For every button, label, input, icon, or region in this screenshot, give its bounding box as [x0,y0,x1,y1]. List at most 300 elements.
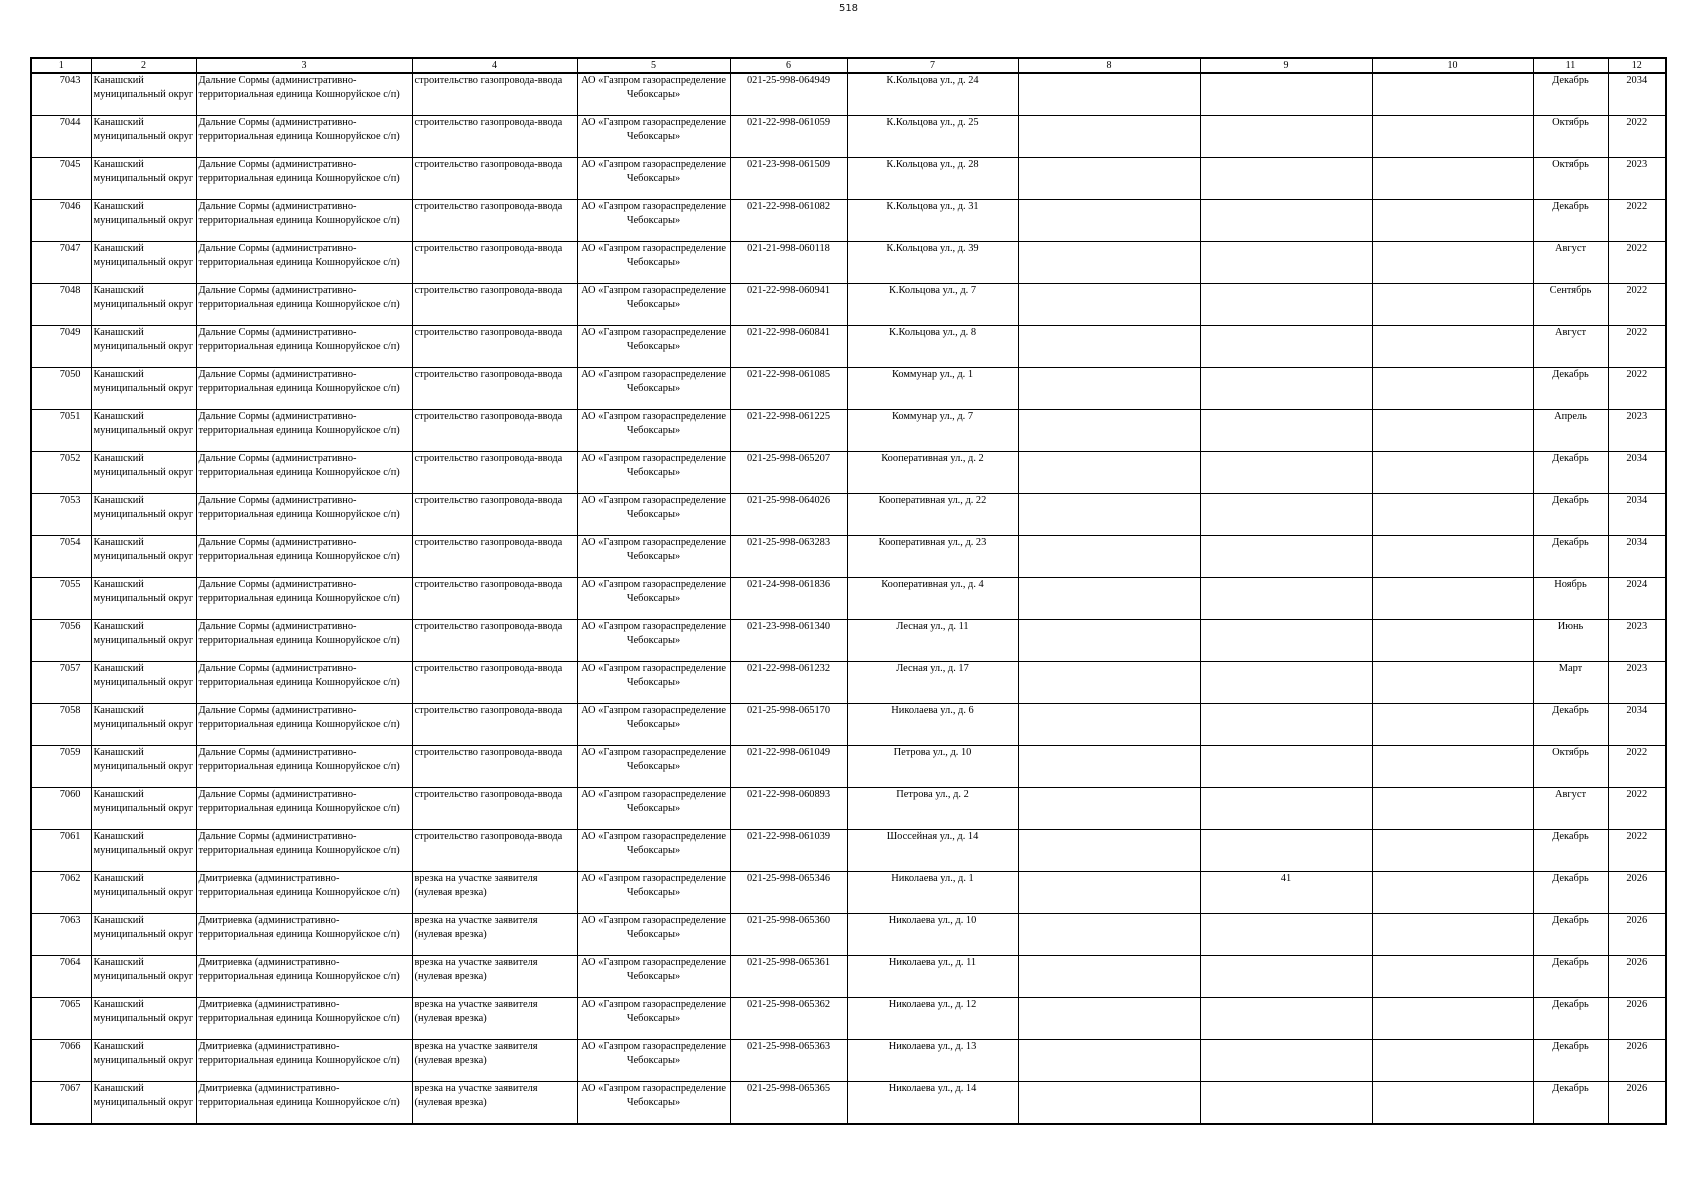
cell-code: 021-22-998-061049 [730,746,847,788]
cell-work-type: врезка на участке заявителя (нулевая врезка) [412,1040,577,1082]
cell-settlement: Дальние Сормы (административно-территориальная единица Кошноруйское с/п) [196,116,412,158]
cell-address: К.Кольцова ул., д. 7 [847,284,1018,326]
cell-organization: АО «Газпром газораспределение Чебоксары» [577,1040,730,1082]
cell-year: 2026 [1608,998,1666,1040]
col-header-3: 3 [196,58,412,73]
cell-organization: АО «Газпром газораспределение Чебоксары» [577,1082,730,1125]
cell-organization: АО «Газпром газораспределение Чебоксары» [577,284,730,326]
cell-col10 [1372,200,1533,242]
cell-code: 021-25-998-065170 [730,704,847,746]
cell-work-type: строительство газопровода-ввода [412,326,577,368]
cell-col10 [1372,998,1533,1040]
cell-okrug: Канашский муниципальный округ [91,452,196,494]
cell-year: 2034 [1608,704,1666,746]
cell-organization: АО «Газпром газораспределение Чебоксары» [577,662,730,704]
cell-col9 [1200,536,1372,578]
cell-address: Николаева ул., д. 10 [847,914,1018,956]
cell-address: Кооперативная ул., д. 22 [847,494,1018,536]
cell-year: 2022 [1608,746,1666,788]
cell-month: Декабрь [1533,998,1608,1040]
cell-settlement: Дальние Сормы (административно-территориальная единица Кошноруйское с/п) [196,620,412,662]
cell-settlement: Дальние Сормы (административно-территориальная единица Кошноруйское с/п) [196,284,412,326]
cell-address: Николаева ул., д. 14 [847,1082,1018,1125]
cell-okrug: Канашский муниципальный округ [91,1082,196,1125]
cell-work-type: строительство газопровода-ввода [412,494,577,536]
cell-number: 7044 [31,116,91,158]
table-body [31,73,1666,1124]
cell-number: 7051 [31,410,91,452]
cell-year: 2022 [1608,116,1666,158]
cell-col9 [1200,578,1372,620]
cell-number: 7050 [31,368,91,410]
table-row [31,914,1666,956]
cell-code: 021-25-998-065363 [730,1040,847,1082]
cell-col8 [1018,284,1200,326]
cell-col10 [1372,242,1533,284]
cell-settlement: Дальние Сормы (административно-территориальная единица Кошноруйское с/п) [196,704,412,746]
cell-work-type: строительство газопровода-ввода [412,158,577,200]
cell-okrug: Канашский муниципальный округ [91,788,196,830]
cell-month: Ноябрь [1533,578,1608,620]
cell-code: 021-25-998-065361 [730,956,847,998]
col-header-11: 11 [1533,58,1608,73]
cell-col9 [1200,326,1372,368]
cell-settlement: Дальние Сормы (административно-территориальная единица Кошноруйское с/п) [196,746,412,788]
cell-col9 [1200,914,1372,956]
cell-address: Николаева ул., д. 11 [847,956,1018,998]
col-header-10: 10 [1372,58,1533,73]
cell-month: Декабрь [1533,1040,1608,1082]
cell-col9 [1200,200,1372,242]
cell-year: 2022 [1608,368,1666,410]
cell-col10 [1372,73,1533,116]
cell-number: 7057 [31,662,91,704]
table-row [31,872,1666,914]
cell-okrug: Канашский муниципальный округ [91,914,196,956]
cell-code: 021-22-998-060893 [730,788,847,830]
cell-col8 [1018,1040,1200,1082]
cell-work-type: строительство газопровода-ввода [412,242,577,284]
cell-col9 [1200,242,1372,284]
table-row [31,1082,1666,1125]
cell-code: 021-22-998-061039 [730,830,847,872]
cell-col8 [1018,242,1200,284]
cell-settlement: Дмитриевка (административно-территориальная единица Кошноруйское с/п) [196,914,412,956]
cell-col8 [1018,914,1200,956]
cell-work-type: строительство газопровода-ввода [412,704,577,746]
cell-year: 2034 [1608,494,1666,536]
cell-col10 [1372,494,1533,536]
cell-code: 021-22-998-061082 [730,200,847,242]
table-row [31,998,1666,1040]
col-header-1: 1 [31,58,91,73]
table-row [31,368,1666,410]
cell-col8 [1018,494,1200,536]
cell-organization: АО «Газпром газораспределение Чебоксары» [577,158,730,200]
cell-code: 021-22-998-061232 [730,662,847,704]
cell-work-type: строительство газопровода-ввода [412,578,577,620]
cell-code: 021-25-998-064026 [730,494,847,536]
cell-col8 [1018,116,1200,158]
cell-organization: АО «Газпром газораспределение Чебоксары» [577,830,730,872]
table-row [31,1040,1666,1082]
cell-work-type: врезка на участке заявителя (нулевая врезка) [412,956,577,998]
cell-month: Декабрь [1533,830,1608,872]
col-header-6: 6 [730,58,847,73]
cell-number: 7062 [31,872,91,914]
cell-address: Коммунар ул., д. 1 [847,368,1018,410]
cell-col8 [1018,662,1200,704]
cell-col10 [1372,704,1533,746]
cell-col8 [1018,158,1200,200]
cell-col8 [1018,788,1200,830]
cell-month: Декабрь [1533,494,1608,536]
cell-settlement: Дальние Сормы (административно-территориальная единица Кошноруйское с/п) [196,830,412,872]
cell-col9 [1200,452,1372,494]
cell-month: Декабрь [1533,368,1608,410]
cell-address: Лесная ул., д. 17 [847,662,1018,704]
cell-settlement: Дмитриевка (административно-территориальная единица Кошноруйское с/п) [196,956,412,998]
cell-month: Декабрь [1533,536,1608,578]
cell-settlement: Дальние Сормы (административно-территориальная единица Кошноруйское с/п) [196,578,412,620]
cell-settlement: Дмитриевка (административно-территориальная единица Кошноруйское с/п) [196,872,412,914]
table-row [31,578,1666,620]
cell-settlement: Дальние Сормы (административно-территориальная единица Кошноруйское с/п) [196,536,412,578]
cell-col10 [1372,326,1533,368]
cell-month: Декабрь [1533,452,1608,494]
cell-code: 021-22-998-060841 [730,326,847,368]
cell-okrug: Канашский муниципальный округ [91,200,196,242]
cell-code: 021-25-998-064949 [730,73,847,116]
cell-address: Николаева ул., д. 13 [847,1040,1018,1082]
cell-number: 7063 [31,914,91,956]
cell-month: Сентябрь [1533,284,1608,326]
cell-col10 [1372,872,1533,914]
cell-okrug: Канашский муниципальный округ [91,1040,196,1082]
cell-col8 [1018,73,1200,116]
cell-col9 [1200,158,1372,200]
cell-okrug: Канашский муниципальный округ [91,704,196,746]
cell-col8 [1018,998,1200,1040]
cell-col10 [1372,158,1533,200]
cell-col8 [1018,704,1200,746]
cell-col10 [1372,956,1533,998]
cell-okrug: Канашский муниципальный округ [91,73,196,116]
cell-address: Николаева ул., д. 6 [847,704,1018,746]
cell-code: 021-25-998-065207 [730,452,847,494]
cell-number: 7065 [31,998,91,1040]
cell-month: Декабрь [1533,956,1608,998]
cell-year: 2024 [1608,578,1666,620]
cell-col8 [1018,326,1200,368]
cell-address: К.Кольцова ул., д. 39 [847,242,1018,284]
cell-okrug: Канашский муниципальный округ [91,998,196,1040]
cell-address: Николаева ул., д. 12 [847,998,1018,1040]
cell-address: Петрова ул., д. 2 [847,788,1018,830]
cell-col8 [1018,1082,1200,1125]
cell-address: Кооперативная ул., д. 2 [847,452,1018,494]
table-row [31,410,1666,452]
cell-col8 [1018,620,1200,662]
cell-month: Август [1533,326,1608,368]
cell-col10 [1372,452,1533,494]
cell-organization: АО «Газпром газораспределение Чебоксары» [577,620,730,662]
cell-code: 021-23-998-061509 [730,158,847,200]
cell-col9 [1200,116,1372,158]
cell-organization: АО «Газпром газораспределение Чебоксары» [577,746,730,788]
cell-organization: АО «Газпром газораспределение Чебоксары» [577,326,730,368]
cell-year: 2026 [1608,1040,1666,1082]
cell-number: 7049 [31,326,91,368]
cell-col9: 41 [1200,872,1372,914]
cell-organization: АО «Газпром газораспределение Чебоксары» [577,368,730,410]
cell-col8 [1018,452,1200,494]
cell-col8 [1018,368,1200,410]
table-row [31,830,1666,872]
cell-work-type: строительство газопровода-ввода [412,452,577,494]
table-row [31,200,1666,242]
table-row [31,116,1666,158]
header-row [31,58,1666,73]
cell-work-type: строительство газопровода-ввода [412,73,577,116]
cell-number: 7058 [31,704,91,746]
cell-settlement: Дальние Сормы (административно-территориальная единица Кошноруйское с/п) [196,410,412,452]
cell-number: 7046 [31,200,91,242]
cell-month: Декабрь [1533,73,1608,116]
cell-col8 [1018,872,1200,914]
cell-code: 021-25-998-065362 [730,998,847,1040]
cell-number: 7060 [31,788,91,830]
cell-code: 021-23-998-061340 [730,620,847,662]
cell-col9 [1200,620,1372,662]
cell-number: 7056 [31,620,91,662]
cell-address: Кооперативная ул., д. 4 [847,578,1018,620]
table-row [31,494,1666,536]
cell-year: 2026 [1608,914,1666,956]
cell-work-type: строительство газопровода-ввода [412,830,577,872]
cell-code: 021-22-998-061059 [730,116,847,158]
cell-okrug: Канашский муниципальный округ [91,494,196,536]
cell-number: 7047 [31,242,91,284]
table-row [31,704,1666,746]
cell-year: 2022 [1608,284,1666,326]
cell-number: 7067 [31,1082,91,1125]
cell-work-type: врезка на участке заявителя (нулевая врезка) [412,872,577,914]
cell-work-type: строительство газопровода-ввода [412,620,577,662]
cell-number: 7053 [31,494,91,536]
cell-organization: АО «Газпром газораспределение Чебоксары» [577,998,730,1040]
cell-col8 [1018,410,1200,452]
cell-year: 2026 [1608,1082,1666,1125]
cell-okrug: Канашский муниципальный округ [91,746,196,788]
cell-year: 2022 [1608,788,1666,830]
table-row [31,788,1666,830]
cell-address: Николаева ул., д. 1 [847,872,1018,914]
cell-year: 2034 [1608,73,1666,116]
cell-address: Петрова ул., д. 10 [847,746,1018,788]
cell-month: Апрель [1533,410,1608,452]
table-row [31,73,1666,116]
cell-code: 021-21-998-060118 [730,242,847,284]
cell-okrug: Канашский муниципальный округ [91,242,196,284]
table-row [31,284,1666,326]
cell-year: 2022 [1608,830,1666,872]
cell-year: 2023 [1608,410,1666,452]
cell-col9 [1200,788,1372,830]
cell-address: Лесная ул., д. 11 [847,620,1018,662]
cell-month: Декабрь [1533,704,1608,746]
cell-organization: АО «Газпром газораспределение Чебоксары» [577,410,730,452]
cell-col9 [1200,494,1372,536]
cell-col10 [1372,578,1533,620]
cell-settlement: Дмитриевка (административно-территориальная единица Кошноруйское с/п) [196,1082,412,1125]
col-header-5: 5 [577,58,730,73]
cell-col8 [1018,536,1200,578]
cell-col8 [1018,578,1200,620]
cell-okrug: Канашский муниципальный округ [91,830,196,872]
cell-month: Октябрь [1533,158,1608,200]
cell-organization: АО «Газпром газораспределение Чебоксары» [577,73,730,116]
cell-col9 [1200,830,1372,872]
cell-address: Шоссейная ул., д. 14 [847,830,1018,872]
col-header-12: 12 [1608,58,1666,73]
registry-table [30,57,1667,1125]
cell-settlement: Дмитриевка (административно-территориальная единица Кошноруйское с/п) [196,998,412,1040]
cell-col9 [1200,368,1372,410]
cell-year: 2026 [1608,872,1666,914]
cell-settlement: Дальние Сормы (административно-территориальная единица Кошноруйское с/п) [196,788,412,830]
cell-year: 2022 [1608,242,1666,284]
table-row [31,452,1666,494]
cell-col10 [1372,368,1533,410]
cell-col9 [1200,1082,1372,1125]
cell-code: 021-24-998-061836 [730,578,847,620]
table-row [31,620,1666,662]
cell-okrug: Канашский муниципальный округ [91,326,196,368]
cell-col10 [1372,1082,1533,1125]
cell-okrug: Канашский муниципальный округ [91,578,196,620]
cell-col10 [1372,116,1533,158]
cell-col9 [1200,1040,1372,1082]
cell-organization: АО «Газпром газораспределение Чебоксары» [577,116,730,158]
cell-code: 021-25-998-063283 [730,536,847,578]
cell-address: К.Кольцова ул., д. 31 [847,200,1018,242]
cell-organization: АО «Газпром газораспределение Чебоксары» [577,494,730,536]
cell-settlement: Дальние Сормы (административно-территориальная единица Кошноруйское с/п) [196,200,412,242]
cell-col10 [1372,1040,1533,1082]
cell-work-type: строительство газопровода-ввода [412,200,577,242]
cell-organization: АО «Газпром газораспределение Чебоксары» [577,956,730,998]
cell-address: Кооперативная ул., д. 23 [847,536,1018,578]
cell-year: 2034 [1608,452,1666,494]
cell-month: Октябрь [1533,746,1608,788]
cell-code: 021-22-998-060941 [730,284,847,326]
cell-year: 2023 [1608,662,1666,704]
cell-month: Август [1533,788,1608,830]
cell-col10 [1372,410,1533,452]
cell-okrug: Канашский муниципальный округ [91,368,196,410]
cell-col8 [1018,830,1200,872]
cell-work-type: врезка на участке заявителя (нулевая врезка) [412,914,577,956]
table-row [31,662,1666,704]
cell-month: Август [1533,242,1608,284]
cell-settlement: Дальние Сормы (административно-территориальная единица Кошноруйское с/п) [196,368,412,410]
cell-address: К.Кольцова ул., д. 25 [847,116,1018,158]
cell-settlement: Дмитриевка (административно-территориальная единица Кошноруйское с/п) [196,1040,412,1082]
cell-address: К.Кольцова ул., д. 8 [847,326,1018,368]
cell-settlement: Дальние Сормы (административно-территориальная единица Кошноруйское с/п) [196,158,412,200]
cell-col10 [1372,788,1533,830]
cell-number: 7054 [31,536,91,578]
page-number: 518 [838,3,859,14]
cell-settlement: Дальние Сормы (административно-территориальная единица Кошноруйское с/п) [196,242,412,284]
cell-year: 2026 [1608,956,1666,998]
cell-month: Декабрь [1533,200,1608,242]
cell-col10 [1372,284,1533,326]
cell-col10 [1372,662,1533,704]
cell-work-type: строительство газопровода-ввода [412,746,577,788]
cell-organization: АО «Газпром газораспределение Чебоксары» [577,914,730,956]
cell-month: Март [1533,662,1608,704]
cell-col8 [1018,956,1200,998]
cell-work-type: врезка на участке заявителя (нулевая врезка) [412,1082,577,1125]
cell-col9 [1200,410,1372,452]
cell-month: Декабрь [1533,872,1608,914]
cell-address: К.Кольцова ул., д. 28 [847,158,1018,200]
cell-col9 [1200,73,1372,116]
cell-code: 021-22-998-061085 [730,368,847,410]
table-row [31,158,1666,200]
cell-settlement: Дальние Сормы (административно-территориальная единица Кошноруйское с/п) [196,452,412,494]
cell-col9 [1200,746,1372,788]
cell-settlement: Дальние Сормы (административно-территориальная единица Кошноруйское с/п) [196,73,412,116]
cell-okrug: Канашский муниципальный округ [91,116,196,158]
cell-address: Коммунар ул., д. 7 [847,410,1018,452]
cell-okrug: Канашский муниципальный округ [91,410,196,452]
cell-work-type: строительство газопровода-ввода [412,284,577,326]
cell-okrug: Канашский муниципальный округ [91,662,196,704]
cell-work-type: врезка на участке заявителя (нулевая врезка) [412,998,577,1040]
table-row [31,326,1666,368]
cell-code: 021-25-998-065360 [730,914,847,956]
cell-col10 [1372,830,1533,872]
cell-work-type: строительство газопровода-ввода [412,536,577,578]
cell-col10 [1372,746,1533,788]
cell-organization: АО «Газпром газораспределение Чебоксары» [577,452,730,494]
cell-col9 [1200,284,1372,326]
col-header-2: 2 [91,58,196,73]
cell-col9 [1200,956,1372,998]
cell-organization: АО «Газпром газораспределение Чебоксары» [577,242,730,284]
col-header-7: 7 [847,58,1018,73]
cell-col9 [1200,704,1372,746]
cell-month: Декабрь [1533,914,1608,956]
cell-organization: АО «Газпром газораспределение Чебоксары» [577,578,730,620]
cell-year: 2023 [1608,620,1666,662]
cell-number: 7055 [31,578,91,620]
cell-number: 7048 [31,284,91,326]
cell-organization: АО «Газпром газораспределение Чебоксары» [577,704,730,746]
cell-year: 2022 [1608,200,1666,242]
cell-col8 [1018,746,1200,788]
cell-number: 7059 [31,746,91,788]
cell-okrug: Канашский муниципальный округ [91,956,196,998]
cell-okrug: Канашский муниципальный округ [91,620,196,662]
cell-settlement: Дальние Сормы (административно-территориальная единица Кошноруйское с/п) [196,326,412,368]
cell-year: 2034 [1608,536,1666,578]
cell-col8 [1018,200,1200,242]
cell-col10 [1372,620,1533,662]
